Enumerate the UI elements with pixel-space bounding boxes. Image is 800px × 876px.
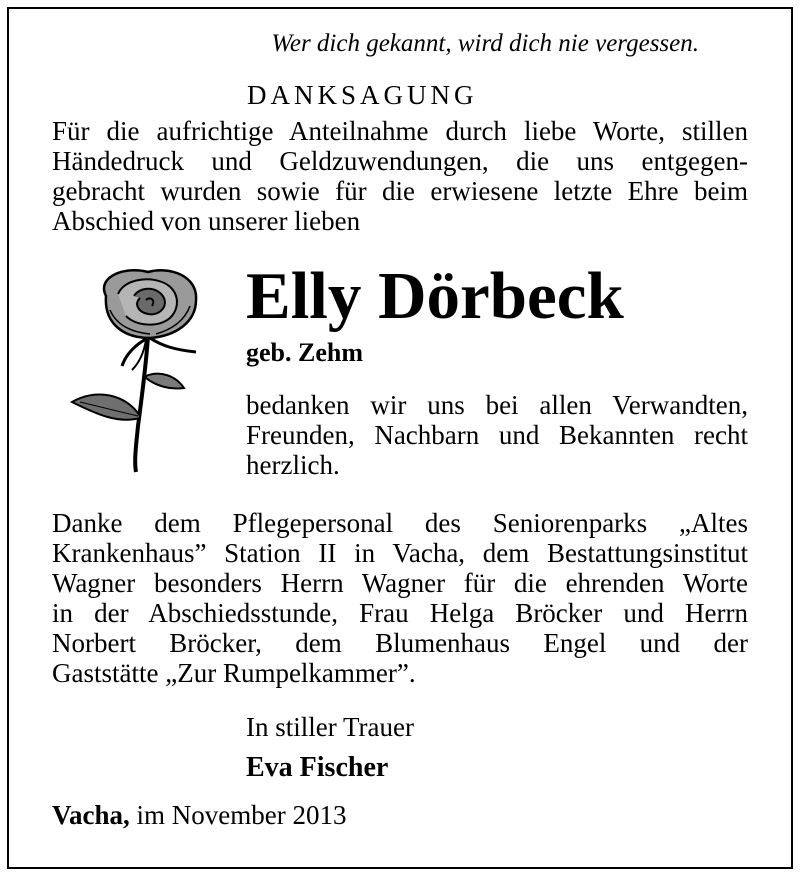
mourning-text: In stiller Trauer (246, 712, 414, 742)
care-line: Danke dem Pflegepersonal des Seniorenparks „Altes (52, 508, 748, 538)
heading: DANKSAGUNG (247, 80, 478, 110)
intro-paragraph (52, 116, 748, 236)
signer-name: Eva Fischer (246, 752, 389, 783)
intro-line: Abschied von unserer lieben (52, 206, 361, 236)
motto: Wer dich gekannt, wird dich nie vergessen. (271, 30, 699, 57)
care-line: Gaststätte „Zur Rumpelkammer”. (52, 658, 416, 688)
care-paragraph (52, 508, 748, 688)
care-line: in der Abschiedsstunde, Frau Helga Bröcker und Herrn (52, 598, 748, 628)
care-line: Krankenhaus” Station II in Vacha, dem Bestattungsinstitut (52, 538, 748, 568)
intro-line: Für die aufrichtige Anteilnahme durch liebe Worte, stillen (52, 116, 748, 146)
place: Vacha, (52, 800, 130, 830)
thanks-line: herzlich. (246, 450, 340, 480)
birth-name: geb. Zehm (246, 338, 363, 367)
care-line: Norbert Bröcker, dem Blumenhaus Engel und der (52, 628, 748, 658)
thanks-line: bedanken wir uns bei allen Verwandten, (246, 390, 748, 420)
deceased-name: Elly Dörbeck (246, 259, 624, 333)
place-date (52, 800, 347, 831)
thanks-line: Freunden, Nachbarn und Bekannten recht (246, 420, 748, 450)
rose-icon (66, 266, 216, 476)
care-line: Wagner besonders Herrn Wagner für die ehrenden Worte (52, 568, 748, 598)
thanks-paragraph (246, 390, 748, 480)
intro-line: Händedruck und Geldzuwendungen, die uns entgegen- (52, 146, 748, 176)
intro-line: gebracht wurden sowie für die erwiesene letzte Ehre beim (52, 176, 748, 206)
date: im November 2013 (136, 800, 347, 830)
